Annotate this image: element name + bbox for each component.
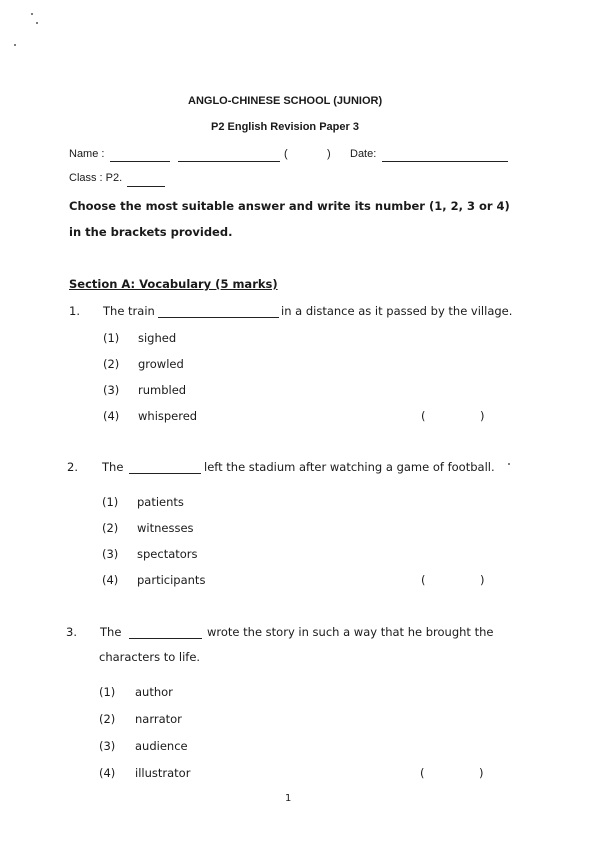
answer-bracket-field[interactable] (430, 407, 478, 423)
name-field-continued[interactable] (178, 149, 280, 167)
option-text: illustrator (135, 766, 191, 780)
option-number: (1) (102, 495, 119, 509)
option-text: narrator (135, 712, 182, 726)
page-number: 1 (285, 793, 292, 804)
answer-bracket-close: ) (479, 766, 484, 780)
date-field[interactable] (382, 149, 508, 167)
name-field[interactable] (110, 149, 170, 167)
question-text-after: left the stadium after watching a game of football. (204, 460, 495, 474)
option-text: witnesses (137, 521, 194, 535)
scan-speck (31, 13, 33, 15)
option-number: (1) (103, 331, 120, 345)
option-number: (4) (103, 409, 120, 423)
scan-speck (14, 44, 16, 46)
paper-title: P2 English Revision Paper 3 (211, 121, 359, 133)
option-number: (4) (99, 766, 116, 780)
register-number-field[interactable] (292, 146, 324, 160)
section-title: Section A: Vocabulary (5 marks) (69, 277, 278, 291)
answer-bracket-field[interactable] (430, 571, 478, 587)
option-text: sighed (138, 331, 177, 345)
option-number: (3) (102, 547, 119, 561)
scan-speck (508, 463, 510, 465)
question-number: 3. (66, 625, 77, 639)
date-label: Date: (350, 148, 377, 160)
question-text-before: The (100, 625, 122, 639)
option-number: (2) (103, 357, 120, 371)
answer-bracket-close: ) (480, 409, 485, 423)
option-text: patients (137, 495, 184, 509)
option-text: whispered (138, 409, 198, 423)
question-text-before: The (102, 460, 124, 474)
class-field[interactable] (127, 174, 165, 192)
option-number: (3) (103, 383, 120, 397)
option-number: (3) (99, 739, 116, 753)
instruction-line-1: Choose the most suitable answer and write its number (1, 2, 3 or 4) (69, 199, 510, 213)
option-number: (4) (102, 573, 119, 587)
answer-blank[interactable] (129, 626, 202, 644)
scan-speck (36, 22, 38, 24)
instruction-line-2: in the brackets provided. (69, 225, 233, 239)
answer-bracket-open: ( (420, 766, 425, 780)
option-text: spectators (137, 547, 198, 561)
class-label: Class : P2. (69, 172, 123, 184)
name-label: Name : (69, 148, 105, 160)
register-number-open-paren: ( (284, 148, 288, 160)
answer-bracket-close: ) (480, 573, 485, 587)
option-text: author (135, 685, 173, 699)
option-text: rumbled (138, 383, 187, 397)
answer-bracket-open: ( (421, 409, 426, 423)
question-text-after: in a distance as it passed by the village. (281, 304, 513, 318)
question-text-after: wrote the story in such a way that he brought the (207, 625, 494, 639)
answer-blank[interactable] (158, 305, 279, 323)
question-text-continuation: characters to life. (99, 650, 201, 664)
option-number: (2) (99, 712, 116, 726)
answer-blank[interactable] (129, 461, 201, 479)
answer-bracket-field[interactable] (429, 764, 477, 780)
school-name: ANGLO-CHINESE SCHOOL (JUNIOR) (188, 95, 383, 107)
option-text: audience (135, 739, 188, 753)
question-number: 1. (69, 304, 80, 318)
option-text: participants (137, 573, 206, 587)
option-number: (1) (99, 685, 116, 699)
question-number: 2. (67, 460, 78, 474)
register-number-close-paren: ) (327, 148, 331, 160)
question-text-before: The train (103, 304, 155, 318)
option-number: (2) (102, 521, 119, 535)
answer-bracket-open: ( (421, 573, 426, 587)
option-text: growled (138, 357, 184, 371)
